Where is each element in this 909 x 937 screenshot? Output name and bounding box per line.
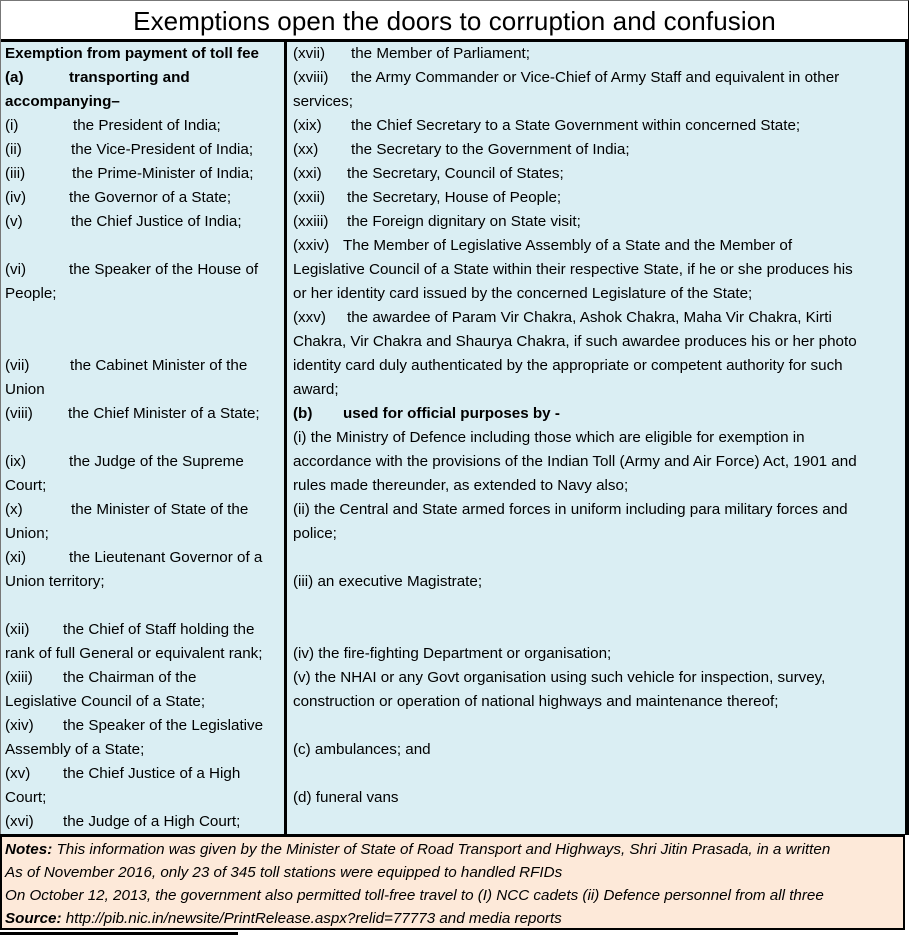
list-item-cont: police; [293, 525, 337, 542]
list-item [293, 162, 564, 186]
item-num: (xi) [5, 549, 27, 566]
item-num: (iv) [5, 189, 27, 206]
list-item-cont: services; [293, 93, 353, 110]
list-item [293, 186, 561, 210]
item-text: the Speaker of the House of [69, 261, 259, 278]
list-item-cont: Court; [5, 477, 47, 494]
item-text: the awardee of Param Vir Chakra, Ashok Chakra, Maha Vir Chakra, Kirti [347, 309, 832, 326]
source-label: Source: [5, 910, 62, 927]
notes-line-1 [5, 838, 830, 862]
item-text: the Chief Justice of India; [71, 213, 242, 230]
item-text: the Army Commander or Vice-Chief of Army Staff and equivalent in other [351, 69, 840, 86]
item-text: the Vice-President of India; [71, 141, 254, 158]
section-c: (c) ambulances; and [293, 741, 431, 758]
item-num: (xxiii) [293, 213, 329, 230]
section-b [293, 402, 560, 426]
list-item [293, 42, 530, 66]
list-item: (v) the NHAI or any Govt organisation using such vehicle for inspection, survey, [293, 669, 826, 686]
item-num: (x) [5, 501, 23, 518]
item-text: the Chief Secretary to a State Government within concerned State; [351, 117, 801, 134]
right-column [290, 42, 908, 834]
item-num: (ii) [5, 141, 22, 158]
section-a-num: (a) [5, 69, 24, 86]
list-item-cont: award; [293, 381, 339, 398]
section-b-text: used for official purposes by - [343, 405, 560, 422]
item-text: the Secretary, Council of States; [347, 165, 564, 182]
list-item-cont: accordance with the provisions of the Indian Toll (Army and Air Force) Act, 1901 and [293, 453, 857, 470]
item-num: (iii) [5, 165, 26, 182]
item-text: the President of India; [73, 117, 221, 134]
list-item [5, 186, 231, 210]
list-item [5, 114, 221, 138]
list-item [5, 546, 262, 570]
item-text: the Member of Parliament; [351, 45, 530, 62]
list-item-cont: Chakra, Vir Chakra and Shaurya Chakra, if such awardee produces his or her photo [293, 333, 857, 350]
section-a [5, 66, 190, 90]
notes-box [0, 834, 905, 930]
list-item [5, 402, 260, 426]
list-item: (i) the Ministry of Defence including those which are eligible for exemption in [293, 429, 805, 446]
list-item-cont: identity card duly authenticated by the appropriate or competent authority for such [293, 357, 843, 374]
page-title: Exemptions open the doors to corruption and confusion [1, 1, 908, 42]
list-item-cont: Legislative Council of a State within their respective State, if he or she produces his [293, 261, 853, 278]
item-text: the Minister of State of the [71, 501, 249, 518]
notes-line-2: As of November 2016, only 23 of 345 toll stations were equipped to handled RFIDs [5, 864, 563, 881]
item-num: (v) [5, 213, 23, 230]
source-link[interactable]: http://pib.nic.in/newsite/PrintRelease.aspx?relid=77773 and media reports [65, 910, 562, 927]
list-item [5, 714, 263, 738]
column-heading: Exemption from payment of toll fee [5, 45, 259, 62]
list-item [5, 138, 253, 162]
notes-line-3: On October 12, 2013, the government also permitted toll-free travel to (I) NCC cadets (ii) Defence personnel from all three [5, 887, 824, 904]
item-text: the Cabinet Minister of the [70, 357, 248, 374]
list-item-cont: Court; [5, 789, 47, 806]
item-num: (xxiv) [293, 237, 330, 254]
list-item: (iv) the fire-fighting Department or organisation; [293, 645, 612, 662]
list-item [5, 354, 247, 378]
item-num: (xv) [5, 765, 31, 782]
list-item [5, 810, 240, 834]
list-item [5, 762, 240, 786]
list-item [5, 498, 248, 522]
section-a-text: transporting and [69, 69, 190, 86]
item-num: (xvii) [293, 45, 326, 62]
item-text: the Lieutenant Governor of a [69, 549, 263, 566]
list-item [293, 306, 832, 330]
item-text: the Foreign dignitary on State visit; [347, 213, 581, 230]
notes-text: This information was given by the Minister of State of Road Transport and Highways, Shri Jitin Prasada, in a written [56, 841, 831, 858]
list-item [293, 66, 839, 90]
item-text: the Chief Justice of a High [63, 765, 241, 782]
exemption-table [1, 42, 908, 834]
item-num: (xxi) [293, 165, 322, 182]
item-num: (xvi) [5, 813, 34, 830]
list-item-cont: Legislative Council of a State; [5, 693, 206, 710]
item-num: (xxii) [293, 189, 326, 206]
list-item-cont: or her identity card issued by the concerned Legislature of the State; [293, 285, 753, 302]
list-item [293, 138, 630, 162]
list-item-cont: Assembly of a State; [5, 741, 145, 758]
item-num: (xxv) [293, 309, 326, 326]
list-item-cont: construction or operation of national highways and maintenance thereof; [293, 693, 779, 710]
list-item [293, 114, 800, 138]
list-item [5, 618, 254, 642]
list-item-cont: rules made thereunder, as extended to Navy also; [293, 477, 629, 494]
list-item [5, 666, 196, 690]
item-text: the Prime-Minister of India; [72, 165, 254, 182]
list-item-cont: Union; [5, 525, 49, 542]
section-d: (d) funeral vans [293, 789, 399, 806]
item-text: the Secretary to the Government of India; [351, 141, 630, 158]
item-text: the Judge of a High Court; [63, 813, 241, 830]
list-item [293, 210, 581, 234]
list-item [5, 162, 253, 186]
item-num: (xiii) [5, 669, 33, 686]
list-item: (iii) an executive Magistrate; [293, 573, 483, 590]
list-item-cont: People; [5, 285, 57, 302]
item-num: (vi) [5, 261, 27, 278]
item-num: (viii) [5, 405, 33, 422]
list-item: (ii) the Central and State armed forces in uniform including para military forces and [293, 501, 848, 518]
divider [0, 932, 238, 935]
list-item-cont: Union territory; [5, 573, 105, 590]
list-item-cont: rank of full General or equivalent rank; [5, 645, 263, 662]
item-text: the Chief of Staff holding the [63, 621, 255, 638]
list-item [5, 450, 244, 474]
item-text: the Secretary, House of People; [347, 189, 562, 206]
list-item-cont: Union [5, 381, 45, 398]
item-text: The Member of Legislative Assembly of a State and the Member of [343, 237, 793, 254]
list-item [293, 234, 792, 258]
left-column [1, 42, 287, 834]
section-b-num: (b) [293, 405, 313, 422]
item-num: (ix) [5, 453, 27, 470]
list-item [5, 258, 258, 282]
item-text: the Judge of the Supreme [69, 453, 244, 470]
item-text: the Governor of a State; [69, 189, 232, 206]
item-num: (xx) [293, 141, 319, 158]
item-num: (xiv) [5, 717, 34, 734]
item-text: the Chairman of the [63, 669, 197, 686]
item-num: (xix) [293, 117, 322, 134]
item-num: (xviii) [293, 69, 329, 86]
notes-label: Notes: [5, 841, 53, 858]
item-num: (xii) [5, 621, 30, 638]
source-line [5, 907, 562, 931]
list-item [5, 210, 242, 234]
section-a-cont: accompanying– [5, 93, 120, 110]
item-text: the Speaker of the Legislative [63, 717, 264, 734]
item-num: (vii) [5, 357, 30, 374]
item-num: (i) [5, 117, 19, 134]
item-text: the Chief Minister of a State; [68, 405, 260, 422]
